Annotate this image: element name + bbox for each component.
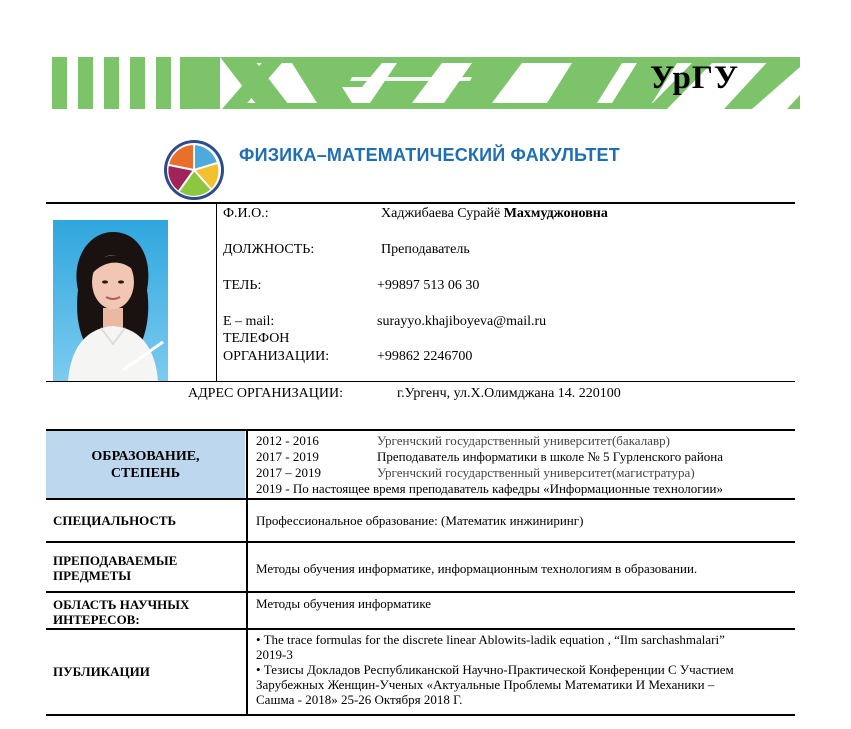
subjects-label: ПРЕПОДАВАЕМЫЕ ПРЕДМЕТЫ: [53, 553, 178, 583]
table-border: [46, 541, 795, 543]
publication-line: Зарубежных Женщин-Ученых «Актуальные Проблемы Математики И Механики –: [256, 677, 715, 692]
education-entry: 2017 – 2019 Ургенчский государственный университет(магистратура): [256, 465, 695, 480]
faculty-logo-icon: [161, 139, 227, 201]
email-label: E – mail:: [223, 314, 275, 329]
interests-label: ОБЛАСТЬ НАУЧНЫХ ИНТЕРЕСОВ:: [53, 597, 190, 627]
phone-label: ТЕЛЬ:: [223, 278, 262, 293]
specialty-label: СПЕЦИАЛЬНОСТЬ: [53, 513, 177, 528]
faculty-title: ФИЗИКА–МАТЕМАТИЧЕСКИЙ ФАКУЛЬТЕТ: [239, 145, 620, 165]
publication-line: 2019-3: [256, 647, 293, 662]
fio-value: Хаджибаева Сурайё Махмуджоновна: [381, 206, 608, 221]
specialty-value: Профессиональное образование: (Математик инжиниринг): [256, 513, 584, 528]
org-phone-label-line2: ОРГАНИЗАЦИИ:: [223, 349, 330, 364]
education-label-line2: СТЕПЕНЬ: [110, 465, 181, 481]
interests-value: Методы обучения информатике: [256, 596, 432, 611]
table-border: [46, 498, 795, 500]
profile-photo: [53, 220, 168, 381]
university-abbreviation: УрГУ: [650, 60, 740, 96]
education-header-cell: [46, 431, 245, 498]
email-value[interactable]: surayyo.khajiboyeva@mail.ru: [377, 314, 547, 329]
position-value: Преподаватель: [381, 242, 470, 257]
publication-line: • The trace formulas for the discrete linear Ablowits-ladik equation , “Ilm sarchashmalari”: [256, 632, 725, 647]
position-label: ДОЛЖНОСТЬ:: [223, 242, 315, 257]
education-entry: 2019 - По настоящее время преподаватель кафедры «Информационные технологии»: [256, 481, 723, 496]
divider: [46, 202, 795, 204]
phone-value: +99897 513 06 30: [377, 278, 480, 293]
education-entry: 2012 - 2016 Ургенчский государственный университет(бакалавр): [256, 433, 670, 448]
subjects-value: Методы обучения информатике, информационным технологиям в образовании.: [256, 561, 698, 576]
table-border: [46, 714, 795, 716]
publication-line: Сашма - 2018» 25-26 Октября 2018 Г.: [256, 692, 463, 707]
org-phone-label-line1: ТЕЛЕФОН: [223, 331, 290, 346]
divider: [216, 204, 217, 382]
divider: [46, 381, 795, 382]
education-label-line1: ОБРАЗОВАНИЕ,: [91, 448, 200, 464]
table-border: [46, 591, 795, 593]
education-entry: 2017 - 2019 Преподаватель информатики в школе № 5 Гурленского района: [256, 449, 724, 464]
publications-label: ПУБЛИКАЦИИ: [53, 664, 150, 679]
publication-line: • Тезисы Докладов Республиканской Научно-Практической Конференции С Участием: [256, 662, 734, 677]
fio-label: Ф.И.О.:: [223, 206, 269, 221]
address-label: АДРЕС ОРГАНИЗАЦИИ:: [188, 386, 343, 401]
publications-list: [256, 632, 791, 707]
org-phone-value: +99862 2246700: [377, 349, 473, 364]
address-value: г.Ургенч, ул.Х.Олимджана 14. 220100: [397, 386, 621, 401]
table-border: [46, 628, 795, 630]
